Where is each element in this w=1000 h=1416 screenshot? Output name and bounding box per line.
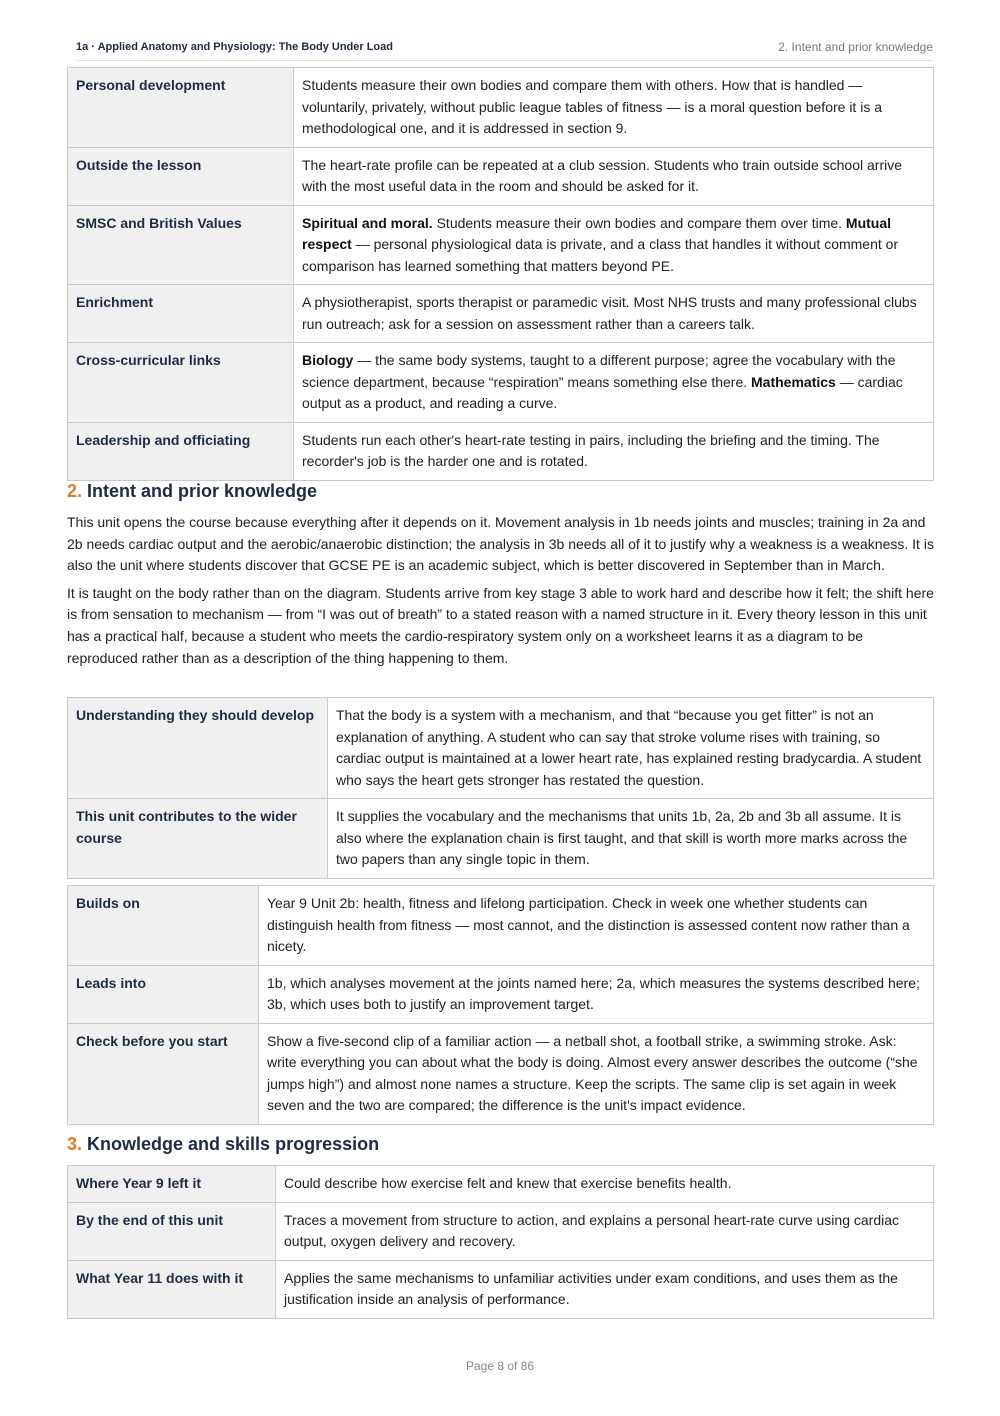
row-value: Applies the same mechanisms to unfamiliar activities under exam conditions, and uses them as the justification inside an analysis of performance. <box>276 1260 934 1318</box>
section-3-number: 3. <box>67 1134 83 1154</box>
row-value: 1b, which analyses movement at the joints named here; 2a, which measures the systems described here; 3b, which uses both to justify an improvement target. <box>259 965 934 1023</box>
page-number: Page 8 of 86 <box>465 1359 535 1373</box>
row-label: Leads into <box>68 965 259 1023</box>
row-label: Personal development <box>68 68 294 148</box>
row-label: What Year 11 does with it <box>68 1260 276 1318</box>
section-2-body <box>67 512 934 669</box>
row-label: SMSC and British Values <box>68 205 294 285</box>
table-row <box>68 965 934 1023</box>
table-row <box>68 422 934 480</box>
table-row <box>68 698 934 799</box>
table-row <box>68 147 934 205</box>
section-2-title: Intent and prior knowledge <box>87 481 318 501</box>
table-row <box>68 1166 934 1203</box>
running-header-unit-title: 1a · Applied Anatomy and Physiology: The Body Under Load <box>76 41 393 53</box>
running-header <box>76 38 933 61</box>
bold-term: Biology <box>302 352 354 368</box>
section-2-paragraph-2: It is taught on the body rather than on the diagram. Students arrive from key stage 3 able to work hard and describe how it felt; the shift here is from sensation to mechanism — from “I was out of breath” to a stated reason with a named structure in it. Every theory lesson in this unit has a practical half, because a student who meets the cardio-respiratory system only on a worksheet learns it as a diagram to be reproduced rather than as a description of the thing happening to them. <box>67 584 934 666</box>
section-3-heading <box>67 1134 379 1155</box>
row-label: Leadership and officiating <box>68 422 294 480</box>
table-row <box>68 886 934 966</box>
table-row <box>68 1023 934 1124</box>
row-label: Where Year 9 left it <box>68 1166 276 1203</box>
section-2-paragraph-1: This unit opens the course because everything after it depends on it. Movement analysis in 1b needs joints and muscles; training in 2a and 2b needs cardiac output and the aerobic/anaerobic distinction; the analysis in 3b needs all of it to justify why a weakness is a weakness. It is also the unit where students discover that GCSE PE is an academic subject, which is better discovered in September than in March. <box>67 514 934 574</box>
row-value: Year 9 Unit 2b: health, fitness and lifelong participation. Check in week one whether students can distinguish health from fitness — most cannot, and the distinction is assessed content now rather than a nicety. <box>259 886 934 966</box>
section-2-heading <box>67 481 317 502</box>
text-segment: The heart-rate profile can be repeated at a club session. Students who train outside school arrive with the most useful data in the room and should be asked for it. <box>302 156 903 194</box>
table-row <box>68 68 934 148</box>
prior-knowledge-table-body <box>68 886 934 1125</box>
text-segment: — cardiac output as a product, and reading a curve. <box>302 373 903 411</box>
understanding-table-body <box>68 698 934 879</box>
row-value <box>294 147 934 205</box>
row-value: That the body is a system with a mechanism, and that “because you get fitter” is not an explanation of anything. A student who can say that stroke volume rises with training, so cardiac output is maintained at a lower heart rate, has explained resting bradycardia. A student who says the heart gets stronger has restated the question. <box>328 698 934 799</box>
table-row <box>68 285 934 343</box>
row-value: Show a five-second clip of a familiar action — a netball shot, a football strike, a swimming stroke. Ask: write everything you can about what the body is doing. Almost every answer describes the outcome (“she jumps high”) and almost none names a structure. Keep the scripts. The same clip is set again in week seven and the two are compared; the difference is the unit's impact evidence. <box>259 1023 934 1124</box>
text-segment: Students measure their own bodies and compare them with others. How that is handled — voluntarily, privately, without public league tables of fitness — is a moral question before it is a methodological one, and it is addressed in section 9. <box>302 77 882 136</box>
understanding-table <box>67 697 934 879</box>
row-value <box>294 205 934 285</box>
row-value <box>294 422 934 480</box>
row-value <box>294 343 934 423</box>
section-2-number: 2. <box>67 481 83 501</box>
row-label: Check before you start <box>68 1023 259 1124</box>
text-segment: Students run each other's heart-rate testing in pairs, including the briefing and the timing. The recorder's job is the harder one and is rotated. <box>302 431 880 469</box>
row-label: By the end of this unit <box>68 1202 276 1260</box>
bold-term: Mathematics <box>751 373 836 390</box>
row-label: Cross-curricular links <box>68 343 294 423</box>
curriculum-links-table <box>67 67 934 481</box>
row-value <box>294 285 934 343</box>
text-segment: — the same body systems, taught to a different purpose; agree the vocabulary with the science department, because “respiration” means something else there. <box>302 352 896 390</box>
row-value: It supplies the vocabulary and the mechanisms that units 1b, 2a, 2b and 3b all assume. It is also where the explanation chain is first taught, and that skill is worth more marks across the two papers than any single topic in them. <box>328 799 934 879</box>
progression-table-body <box>68 1166 934 1319</box>
curriculum-links-table-body <box>68 68 934 481</box>
row-label: Outside the lesson <box>68 147 294 205</box>
row-label: Understanding they should develop <box>68 698 328 799</box>
progression-table <box>67 1165 934 1319</box>
text-segment: — personal physiological data is private, and a class that handles it without comment or comparison has learned something that matters beyond PE. <box>302 236 899 274</box>
running-header-section: 2. Intent and prior knowledge <box>778 40 933 54</box>
row-label: Builds on <box>68 886 259 966</box>
table-row <box>68 799 934 879</box>
text-segment: Students measure their own bodies and compare them over time. <box>432 214 846 231</box>
text-segment: A physiotherapist, sports therapist or paramedic visit. Most NHS trusts and many professional clubs run outreach; ask for a session on assessment rather than a careers talk. <box>302 294 917 332</box>
table-row <box>68 205 934 285</box>
row-value <box>294 68 934 148</box>
bold-term: Mutual respect <box>302 214 892 252</box>
row-label: Enrichment <box>68 285 294 343</box>
bold-term: Spiritual and moral. <box>302 214 433 231</box>
table-row <box>68 1260 934 1318</box>
prior-knowledge-table <box>67 885 934 1125</box>
section-3-title: Knowledge and skills progression <box>87 1134 380 1154</box>
table-row <box>68 343 934 423</box>
row-label: This unit contributes to the wider course <box>68 799 328 879</box>
row-value: Could describe how exercise felt and knew that exercise benefits health. <box>276 1166 934 1203</box>
table-row <box>68 1202 934 1260</box>
row-value: Traces a movement from structure to action, and explains a personal heart-rate curve using cardiac output, oxygen delivery and recovery. <box>276 1202 934 1260</box>
